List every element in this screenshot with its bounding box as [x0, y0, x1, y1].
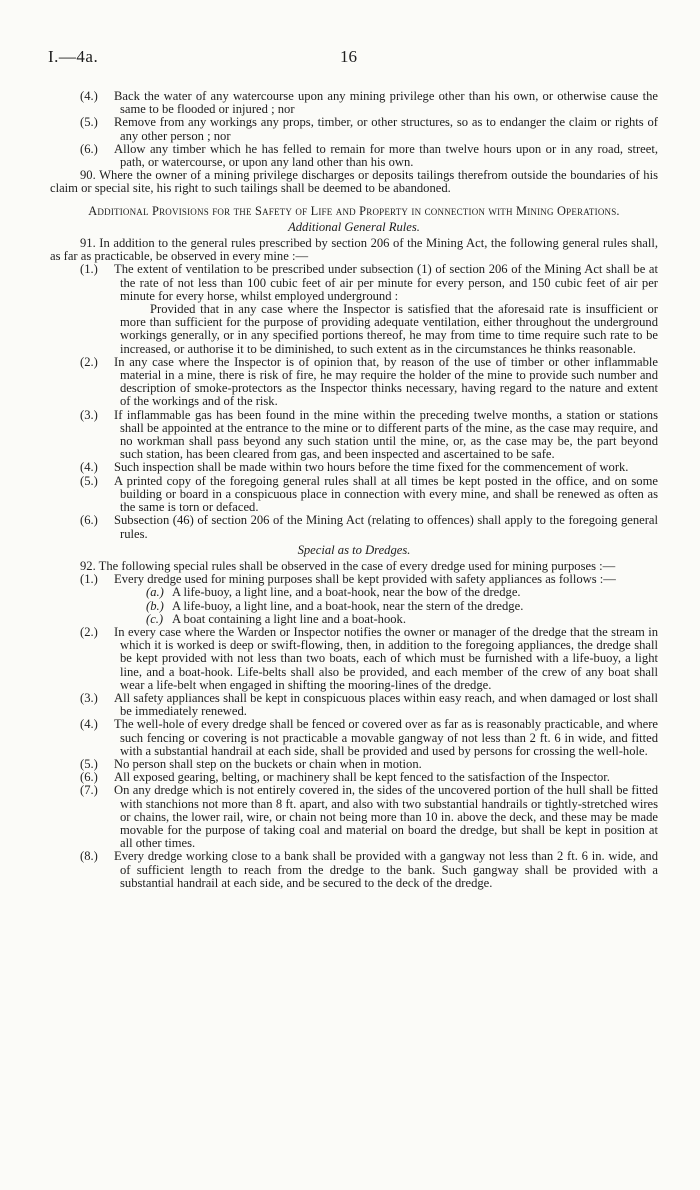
- rule-item: (8.) Every dredge working close to a bank shall be provided with a gangway not less than 2 ft. 6 in. wide, and of sufficient length to reach from the dredge to the bank. Such gangway shall be provided with a substantial handrail at each side, and be secured to the deck of the dredge.: [80, 849, 658, 890]
- page-body: [50, 90, 658, 890]
- rule-item: (5.) No person shall step on the buckets or chain when in motion.: [80, 756, 422, 771]
- rule-item: (5.) A printed copy of the foregoing general rules shall at all times be kept posted in the office, and on some building or board in a conspicuous place in connection with every mine, and shall be renewed as often as the same is torn or defaced.: [80, 473, 658, 515]
- rule-item: (3.) If inflammable gas has been found in the mine within the preceding twelve months, a station or stations shall be appointed at the entrance to the mine or to different parts of the mine, as the case may require, and no workman shall pass beyond any such station until the mine, or, as the case may be, the part beyond such station, has been cleared from gas, and been inspected and ascertained to be safe.: [80, 407, 658, 462]
- rule-item: (7.) On any dredge which is not entirely covered in, the sides of the uncovered portion of the hull shall be fitted with stanchions not more than 8 ft. apart, and also with two substantial handrails or tightly-stretched wires or chains, the lower rail, wire, or chain not being more than 10 in. above the deck, and these may be made movable for the purpose of taking coal and material on board the dredge, but shall be kept in position at all other times.: [80, 783, 658, 851]
- section-90: 90. Where the owner of a mining privilege discharges or deposits tailings therefrom outside the boundaries of his claim or special site, his right to such tailings shall be deemed to be abandoned.: [50, 168, 658, 196]
- rule-item: (1.) Every dredge used for mining purposes shall be kept provided with safety appliances as follows :—: [80, 572, 616, 587]
- sub-item: (b.) A life-buoy, a light line, and a boat-hook, near the stern of the dredge.: [146, 598, 524, 613]
- rule-item: (4.) The well-hole of every dredge shall be fenced or covered over as far as is reasonably practicable, and where such fencing or covering is not practicable a movable gangway of not less than 2 ft. 6 in wide, and fitted with a substantial handrail at each side, shall be provided and used by persons for crossing the well-hole.: [80, 717, 658, 758]
- section-91: 91. In addition to the general rules prescribed by section 206 of the Mining Act, the following general rules shall, as far as practicable, be observed in every mine :—: [50, 236, 658, 264]
- section-92: 92. The following special rules shall be observed in the case of every dredge used for mining purposes :—: [80, 558, 616, 573]
- subheading-dredges: Special as to Dredges.: [297, 542, 411, 557]
- page-number: 16: [340, 47, 357, 66]
- sub-item: (c.) A boat containing a light line and a boat-hook.: [146, 611, 406, 626]
- subheading-general-rules: Additional General Rules.: [288, 219, 420, 234]
- rule-item: (3.) All safety appliances shall be kept in conspicuous places within easy reach, and when damaged or lost shall be immediately renewed.: [80, 690, 658, 719]
- proviso: Provided that in any case where the Inspector is satisfied that the aforesaid rate is insufficient or more than sufficient for the purpose of providing adequate ventilation, either throughout the underground workings generally, or in any specified portions thereof, he may from time to time require such rate to be increased, or authorise it to be diminished, to such extent as in the circumstances he thinks reasonable.: [120, 302, 658, 356]
- rule-item: (6.) Subsection (46) of section 206 of the Mining Act (relating to offences) shall apply to the foregoing general rules.: [80, 513, 658, 541]
- rule-item: (1.) The extent of ventilation to be prescribed under subsection (1) of section 206 of the Mining Act shall be at the rate of not less than 100 cubic feet of air per minute for every person, and 150 cubic feet of air per minute for every horse, whilst employed underground :: [80, 262, 658, 303]
- rule-item: (2.) In every case where the Warden or Inspector notifies the owner or manager of the dredge that the stream in which it is worked is deep or swift-flowing, then, in addition to the foregoing appliances, the dredge shall be kept provided with not less than two boats, each of which must be furnished with a life-buoy, a light line, and a boat-hook. Life-belts shall also be provided, and each member of the crew of any boat shall wear a life-belt when engaged in shifting the mooring-lines of the dredge.: [80, 624, 658, 692]
- rule-item: (2.) In any case where the Inspector is of opinion that, by reason of the use of timber or other inflammable material in a mine, there is risk of fire, he may require the holder of the mine to provide such number and description of smoke-protectors as the Inspector thinks necessary, having regard to the nature and extent of the workings and of the risk.: [80, 354, 658, 409]
- clause-item: (4.) Back the water of any watercourse upon any mining privilege other than his own, or otherwise cause the same to be flooded or injured ; nor: [80, 89, 658, 117]
- rule-item: (4.) Such inspection shall be made within two hours before the time fixed for the commencement of work.: [80, 460, 629, 475]
- clause-item: (5.) Remove from any workings any props, timber, or other structures, so as to endanger the claim or rights of any other person ; nor: [80, 115, 658, 143]
- document-reference: I.—4a.: [48, 47, 99, 66]
- rule-item: (6.) All exposed gearing, belting, or machinery shall be kept fenced to the satisfaction of the Inspector.: [80, 770, 610, 785]
- clause-item: (6.) Allow any timber which he has felled to remain for more than twelve hours upon or in any road, street, path, or watercourse, or upon any land other than his own.: [80, 141, 658, 170]
- part-heading: Additional Provisions for the Safety of Life and Property in connection with Mining Operations.: [88, 203, 620, 218]
- sub-item: (a.) A life-buoy, a light line, and a boat-hook, near the bow of the dredge.: [146, 585, 521, 600]
